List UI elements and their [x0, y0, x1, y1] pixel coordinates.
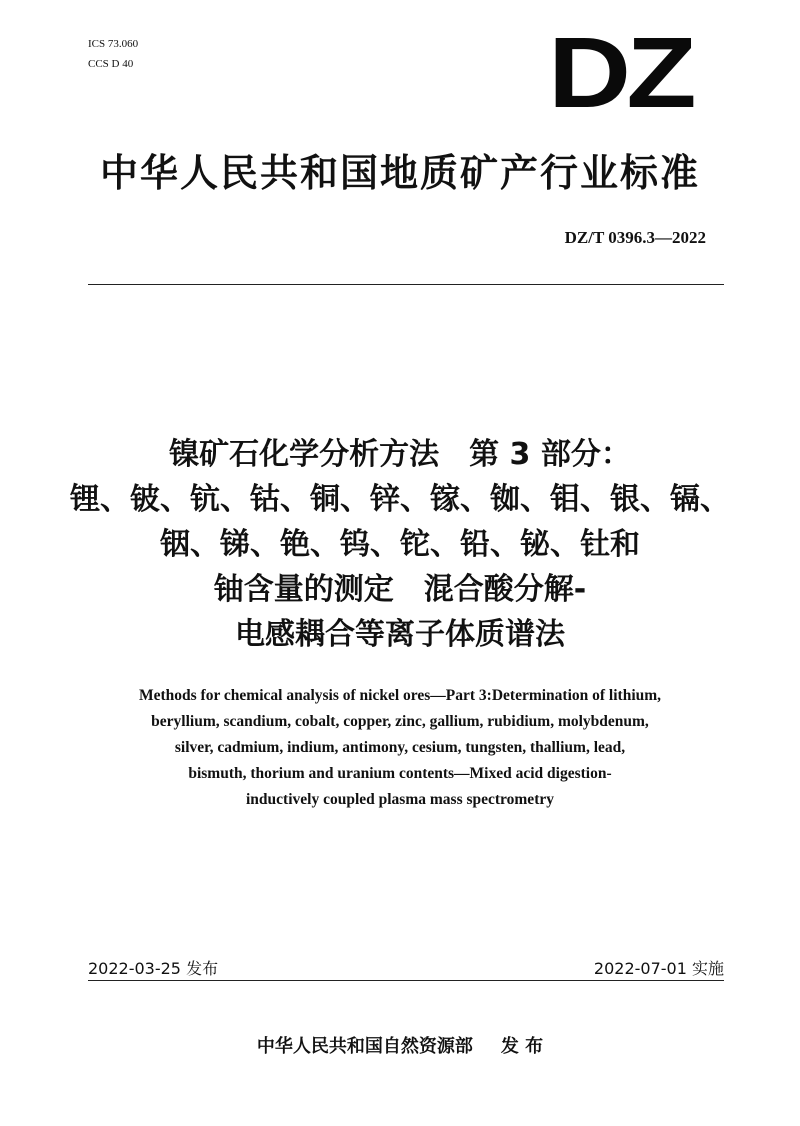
- top-divider: [88, 284, 724, 285]
- chinese-title-line: 镍矿石化学分析方法 第 3 部分：: [169, 437, 631, 472]
- english-title-line: silver, cadmium, indium, antimony, cesium, tungsten, thallium, lead,: [174, 739, 626, 756]
- chinese-title-line: 铀含量的测定 混合酸分解-: [213, 572, 587, 607]
- chinese-title-line: 电感耦合等离子体质谱法: [235, 617, 565, 652]
- classification-codes: [88, 34, 138, 74]
- english-title-line: Methods for chemical analysis of nickel ores—Part 3:Determination of lithium,: [138, 687, 662, 704]
- implement-date: 2022-07-01 实施: [593, 959, 724, 978]
- english-title-line: inductively coupled plasma mass spectrometry: [246, 791, 554, 808]
- english-title: [60, 683, 740, 813]
- standard-org-title: 中华人民共和国地质矿产行业标准: [99, 151, 700, 195]
- issuer: [60, 1032, 740, 1058]
- dz-logo: DZ: [547, 17, 693, 129]
- issuer-name: 中华人民共和国自然资源部: [256, 1036, 473, 1057]
- issue-date: 2022-03-25 发布: [88, 959, 219, 978]
- chinese-title-line: 铟、锑、铯、钨、铊、铅、铋、钍和: [160, 527, 640, 562]
- standard-number: DZ/T 0396.3—2022: [564, 228, 706, 247]
- issuer-action: 发 布: [500, 1036, 544, 1057]
- english-title-line: bismuth, thorium and uranium contents—Mixed acid digestion-: [188, 765, 612, 782]
- bottom-divider: [88, 980, 724, 981]
- chinese-title: [60, 432, 740, 657]
- ccs-code: CCS D 40: [88, 58, 134, 70]
- english-title-line: beryllium, scandium, cobalt, copper, zinc, gallium, rubidium, molybdenum,: [151, 713, 649, 730]
- ics-code: ICS 73.060: [88, 38, 139, 50]
- chinese-title-line: 锂、铍、钪、钴、铜、锌、镓、铷、钼、银、镉、: [70, 482, 730, 517]
